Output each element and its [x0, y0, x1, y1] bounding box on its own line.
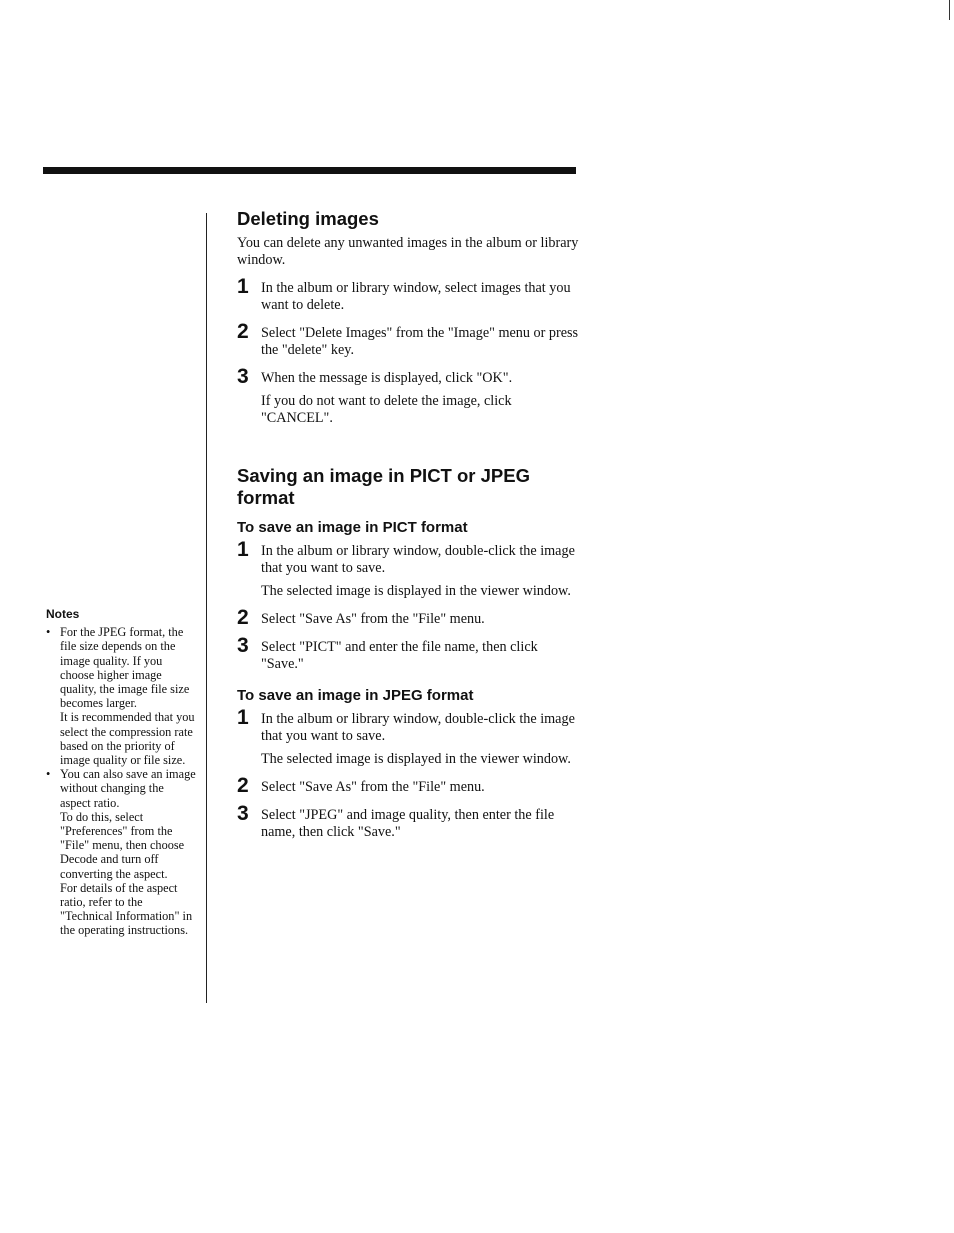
step-number: 1	[237, 538, 249, 561]
step-text: When the message is displayed, click "OK".	[261, 370, 513, 386]
step-2	[237, 774, 582, 797]
step-subtext: The selected image is displayed in the viewer window.	[261, 583, 571, 599]
note-text: For the JPEG format, the file size depends on the image quality. If you choose higher image quality, the image file size becomes larger.	[60, 625, 190, 711]
step-number: 1	[237, 706, 249, 729]
note-text: It is recommended that you select the compression rate based on the priority of image quality or file size.	[60, 710, 195, 768]
step-number: 2	[237, 606, 249, 629]
step-subtext: The selected image is displayed in the viewer window.	[261, 751, 571, 767]
step-subtext: If you do not want to delete the image, click "CANCEL".	[261, 393, 512, 426]
column-divider	[206, 213, 207, 1003]
step-text: Select "JPEG" and image quality, then enter the file name, then click "Save."	[261, 807, 555, 840]
step-text: Select "PICT" and enter the file name, then click "Save."	[261, 639, 538, 672]
edge-mark	[949, 0, 950, 20]
step-3	[237, 802, 582, 841]
note-item	[46, 767, 196, 937]
section-intro: You can delete any unwanted images in the album or library window.	[237, 235, 579, 268]
step-text: In the album or library window, double-click the image that you want to save.	[261, 543, 575, 576]
section-deleting-images	[237, 208, 582, 427]
step-2	[237, 320, 582, 359]
subsection-title-jpeg: To save an image in JPEG format	[237, 687, 474, 704]
step-1	[237, 538, 582, 600]
step-3	[237, 365, 582, 427]
note-text: To do this, select "Preferences" from the "File" menu, then choose Decode and turn off converting the aspect.	[60, 809, 185, 881]
step-number: 3	[237, 634, 249, 657]
step-number: 1	[237, 275, 249, 298]
step-text: In the album or library window, double-click the image that you want to save.	[261, 711, 575, 744]
section-saving-image	[237, 465, 582, 841]
bullet: •	[46, 767, 51, 782]
section-title: Saving an image in PICT or JPEG format	[237, 465, 530, 508]
notes-title: Notes	[46, 607, 80, 621]
note-text: You can also save an image without changing the aspect ratio.	[60, 767, 196, 810]
bullet: •	[46, 625, 51, 640]
step-number: 2	[237, 774, 249, 797]
step-text: Select "Delete Images" from the "Image" menu or press the "delete" key.	[261, 325, 579, 358]
step-3	[237, 634, 582, 673]
step-number: 3	[237, 802, 249, 825]
subsection-title-pict: To save an image in PICT format	[237, 519, 468, 536]
note-text: For details of the aspect ratio, refer to the "Technical Information" in the operating instructions.	[60, 880, 193, 938]
note-item	[46, 625, 196, 767]
step-text: In the album or library window, select images that you want to delete.	[261, 280, 571, 313]
step-1	[237, 275, 582, 314]
notes-column	[46, 607, 196, 938]
main-column	[237, 208, 582, 841]
step-number: 2	[237, 320, 249, 343]
step-number: 3	[237, 365, 249, 388]
header-rule	[43, 167, 576, 174]
step-1	[237, 706, 582, 768]
step-text: Select "Save As" from the "File" menu.	[261, 779, 485, 795]
step-text: Select "Save As" from the "File" menu.	[261, 611, 485, 627]
step-2	[237, 606, 582, 629]
section-title: Deleting images	[237, 208, 379, 229]
